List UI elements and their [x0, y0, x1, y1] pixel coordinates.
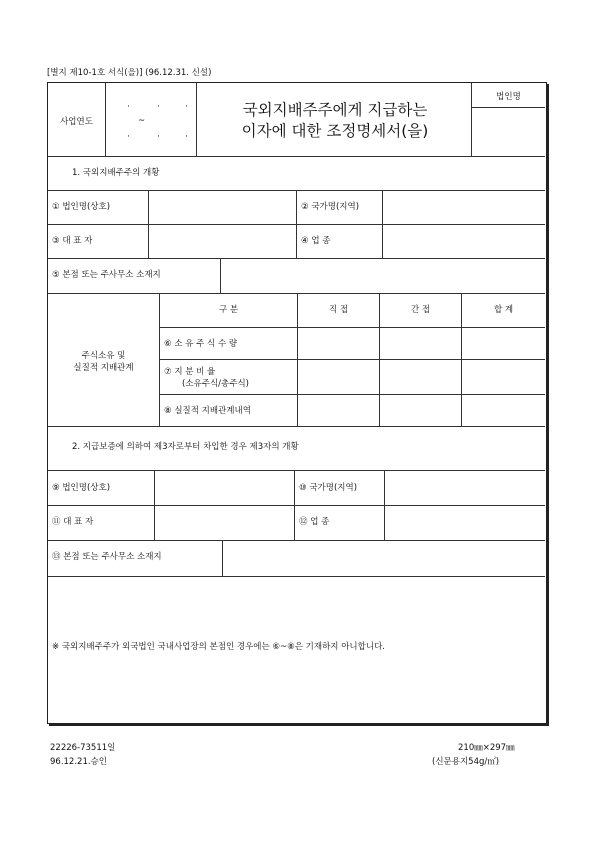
divider [48, 258, 545, 259]
divider [220, 258, 221, 293]
divider [154, 505, 155, 540]
divider [222, 540, 223, 576]
divider [159, 394, 545, 395]
date-dot: · [157, 102, 160, 112]
divider [48, 426, 545, 427]
col-category-header: 구 분 [218, 305, 239, 315]
ownership-group-label [48, 350, 159, 375]
third-party-rep-label: ⑪ 대 표 자 [52, 517, 94, 527]
divider [471, 107, 545, 108]
section2-heading: 2. 지급보증에 의하여 제3자로부터 차입한 경우 제3자의 개황 [72, 442, 299, 452]
approval-date: 96.12.21.승인 [50, 757, 107, 767]
date-dot: · [127, 102, 130, 112]
divider [148, 224, 149, 258]
date-dot: · [157, 132, 160, 142]
country-field-label: ② 국가명(지역) [301, 202, 360, 212]
form-title-line2: 이자에 대한 조정명세서(을) [241, 121, 429, 140]
industry-field-label: ④ 업 종 [301, 236, 331, 246]
divider [48, 470, 545, 471]
corp-name-label: 법인명 [496, 92, 521, 102]
date-dot: · [127, 132, 130, 142]
divider [154, 470, 155, 505]
date-range-mark: ~ [138, 116, 146, 126]
form-title-line1: 국외지배주주에게 지급하는 [242, 101, 428, 119]
col-direct-header: 직 접 [328, 305, 349, 315]
form-code: 22226-73511일 [50, 743, 116, 753]
divider [48, 576, 545, 577]
row-ratio-label [164, 366, 249, 391]
row-shares-label: ⑥ 소 유 주 식 수 량 [164, 339, 238, 349]
footnote: ※ 국외지배주주가 외국법인 국내사업장의 본점인 경우에는 ⑥~⑧은 기재하지 아니합니다. [52, 642, 385, 652]
divider [159, 327, 545, 328]
paper-spec: (신문용지54g/㎡) [432, 757, 500, 767]
paper-size: 210㎜×297㎜ [458, 743, 515, 753]
form-title [200, 100, 470, 142]
col-total-header: 합 계 [493, 305, 514, 315]
ownership-group-label-line1: 주식소유 및 [81, 351, 126, 361]
row-ratio-label-line1: ⑦ 지 분 비 율 [164, 367, 216, 377]
section1-heading: 1. 국외지배주주의 개황 [72, 168, 160, 178]
corp-name-field-label: ① 법인명(상호) [52, 202, 111, 212]
divider [105, 83, 106, 156]
address-field-label: ⑤ 본점 또는 주사무소 소재지 [52, 270, 161, 280]
date-dot: · [185, 132, 188, 142]
divider [48, 505, 545, 506]
ownership-group-label-line2: 실질적 지배관계 [73, 363, 134, 374]
business-year-label: 사업연도 [60, 117, 93, 127]
divider [196, 83, 197, 156]
representative-field-label: ③ 대 표 자 [52, 236, 93, 246]
third-party-industry-label: ⑫ 업 종 [299, 517, 330, 527]
row-control-label: ⑧ 실질적 지배관계내역 [164, 406, 251, 416]
divider [159, 359, 545, 360]
divider [48, 156, 545, 157]
divider [148, 190, 149, 224]
row-ratio-label-line2: (소유주식/총주식) [182, 379, 249, 390]
divider [48, 540, 545, 541]
col-indirect-header: 간 접 [410, 305, 431, 315]
form-reference: [별지 제10-1호 서식(을)] (96.12.31. 신설) [47, 68, 212, 78]
third-party-country-label: ⑩ 국가명(지역) [299, 483, 358, 493]
third-party-name-label: ⑨ 법인명(상호) [52, 483, 111, 493]
divider [48, 224, 545, 225]
third-party-address-label: ⑬ 본점 또는 주사무소 소재지 [52, 552, 162, 562]
date-dot: · [185, 102, 188, 112]
